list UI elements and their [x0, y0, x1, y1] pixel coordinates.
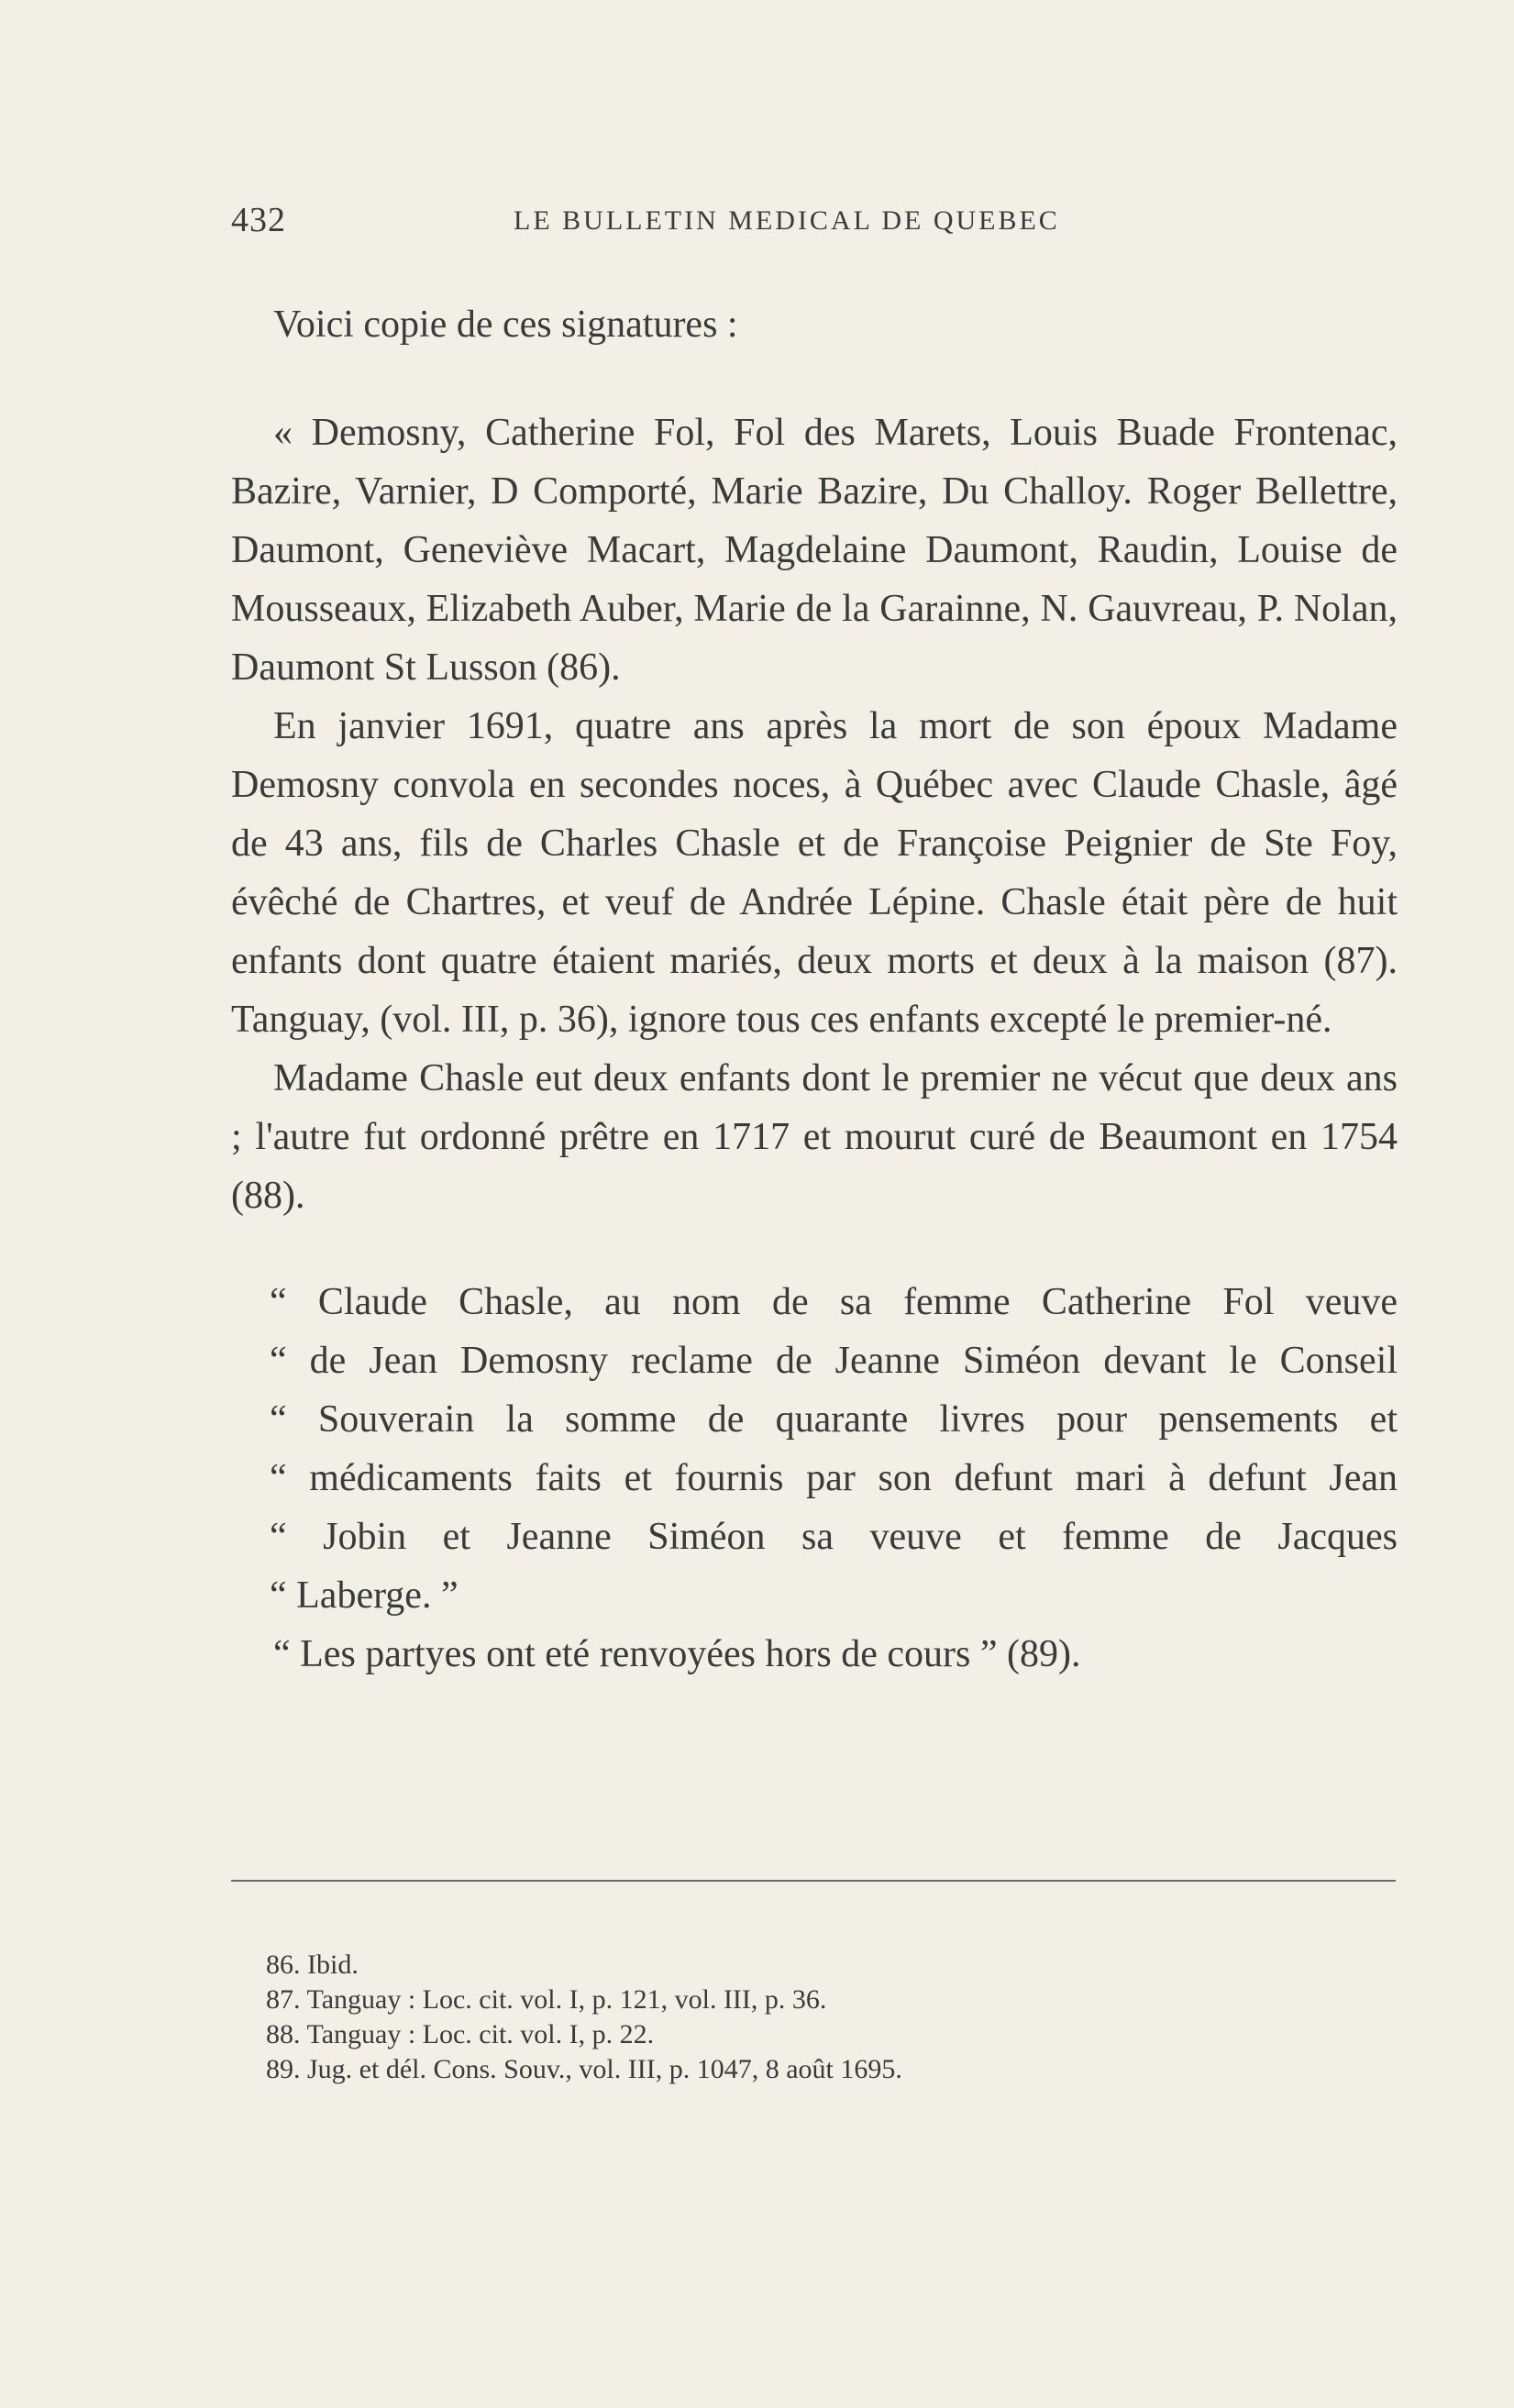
footnote-87: 87. Tanguay : Loc. cit. vol. I, p. 121, vol. III, p. 36. [266, 1984, 827, 2015]
body-text [231, 295, 1398, 1684]
quote-line: “ Laberge. ” [270, 1574, 459, 1617]
footnote-88: 88. Tanguay : Loc. cit. vol. I, p. 22. [266, 2019, 655, 2049]
quote-line: “ médicaments faits et fournis par son defunt mari à defunt Jean [270, 1457, 1398, 1499]
children-paragraph: Madame Chasle eut deux enfants dont le premier ne vécut que deux ans ; l'autre fut ordonné prêtre en 1717 et mourut curé de Beaumont en 1754 (88). [231, 1057, 1398, 1217]
page-number: 432 [231, 201, 286, 239]
quote-line: “ Souverain la somme de quarante livres pour pensements et [270, 1398, 1398, 1441]
quote-line: “ Jobin et Jeanne Siméon sa veuve et femme de Jacques [270, 1516, 1398, 1558]
quote-line: “ Claude Chasle, au nom de sa femme Catherine Fol veuve [270, 1281, 1398, 1323]
journal-title: LE BULLETIN MEDICAL DE QUEBEC [514, 205, 1060, 236]
footnote-86: 86. Ibid. [266, 1950, 359, 1980]
running-head [231, 193, 1396, 248]
court-quote [231, 1273, 1398, 1625]
footnotes [266, 1948, 1275, 2087]
signatures-paragraph: « Demosny, Catherine Fol, Fol des Marets, Louis Buade Frontenac, Bazire, Varnier, D Comporté, Marie Bazire, Du Challoy. Roger Bellettre, Daumont, Geneviève Macart, Magdelaine Daumont, Raudin, Louise de Mousseaux, Elizabeth Auber, Marie de la Garainne, N. Gauvreau, P. Nolan, Daumont St Lusson (86). [231, 412, 1398, 689]
court-verdict: “ Les partyes ont eté renvoyées hors de cours ” (89). [273, 1633, 1081, 1675]
footnote-89: 89. Jug. et dél. Cons. Souv., vol. III, p. 1047, 8 août 1695. [266, 2054, 902, 2084]
footnote-divider [231, 1880, 1396, 1882]
quote-line: “ de Jean Demosny reclame de Jeanne Siméon devant le Conseil [270, 1340, 1398, 1382]
remarriage-paragraph: En janvier 1691, quatre ans après la mort de son époux Madame Demosny convola en secondes noces, à Québec avec Claude Chasle, âgé de 43 ans, fils de Charles Chasle et de Françoise Peignier de Ste Foy, évêché de Chartres, et veuf de Andrée Lépine. Chasle était père de huit enfants dont quatre étaient mariés, deux morts et deux à la maison (87). Tanguay, (vol. III, p. 36), ignore tous ces enfants excepté le premier-né. [231, 705, 1398, 1041]
intro-line: Voici copie de ces signatures : [273, 304, 738, 346]
